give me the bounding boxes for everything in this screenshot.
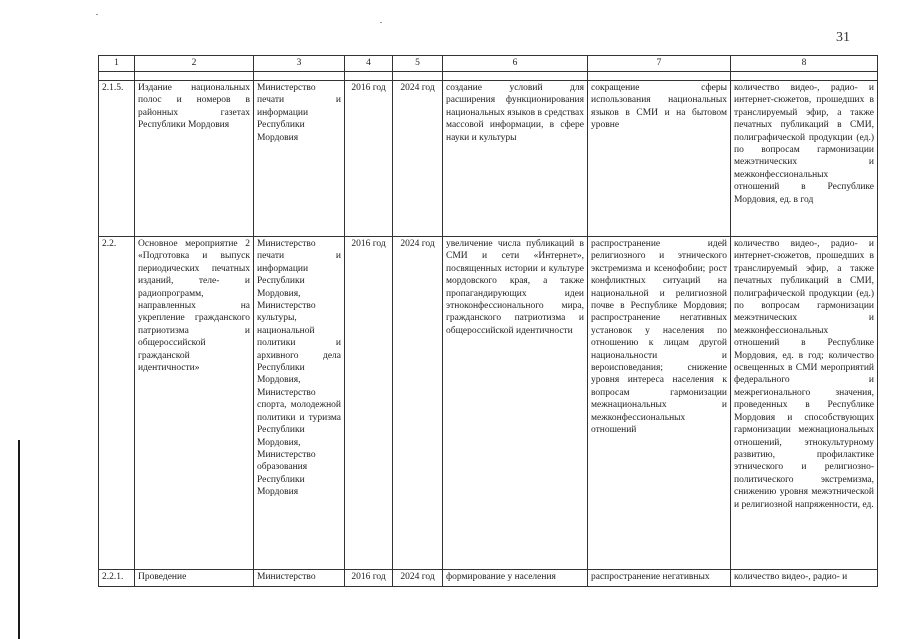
table-row — [99, 570, 878, 587]
column-header: 3 — [254, 56, 345, 72]
measure-name: Основное мероприятие 2 «Подготовка и выпуск периодических печатных изданий, теле- и радиопрограмм, направленных на укрепление гражданского патриотизма и общероссийской гражданской идентичности» — [135, 237, 254, 570]
scan-edge-line — [18, 440, 20, 639]
program-table — [98, 55, 878, 587]
executor: Министерство печати и информации Республики Мордовия, Министерство культуры, национальной политики и архивного дела Республики Мордовия, Министерство спорта, молодежной политики и туризма Республики Мордовия, Министерство образования Республики Мордовия — [254, 237, 345, 570]
start-year: 2016 год — [345, 81, 393, 237]
table-row — [99, 237, 878, 570]
column-header: 5 — [393, 56, 443, 72]
row-number: 2.2.1. — [99, 570, 135, 587]
spacer-cell — [588, 72, 731, 81]
table-header-row — [99, 56, 878, 72]
non-implementation-consequence: сокращение сферы использования национальных языков в СМИ и на бытовом уровне — [588, 81, 731, 237]
column-header: 7 — [588, 56, 731, 72]
scan-speck — [96, 14, 98, 15]
row-number: 2.1.5. — [99, 81, 135, 237]
spacer-cell — [254, 72, 345, 81]
executor: Министерство — [254, 570, 345, 587]
indicator: количество видео-, радио- и — [731, 570, 878, 587]
spacer-cell — [135, 72, 254, 81]
end-year: 2024 год — [393, 237, 443, 570]
column-header: 8 — [731, 56, 878, 72]
column-header: 1 — [99, 56, 135, 72]
spacer-cell — [731, 72, 878, 81]
spacer-cell — [99, 72, 135, 81]
expected-result: создание условий для расширения функционирования национальных языков в средствах массовой информации, в сфере науки и культуры — [443, 81, 588, 237]
column-header: 2 — [135, 56, 254, 72]
column-header: 4 — [345, 56, 393, 72]
non-implementation-consequence: распространение идей религиозного и этнического экстремизма и ксенофобии; рост конфликтных ситуаций на национальной и религиозной почве в Республике Мордовия; распространение негативных установок у населения по отношению к лицам другой национальности и вероисповедания; снижение уровня интереса населения к вопросам гармонизации межнациональных и межконфессиональных отношений — [588, 237, 731, 570]
column-header: 6 — [443, 56, 588, 72]
indicator: количество видео-, радио- и интернет-сюжетов, прошедших в транслируемый эфир, а также печатных публикаций в СМИ, полиграфической продукции (ед.) по вопросам гармонизации межэтнических и межконфессиональных отношений в Республике Мордовия, ед. в год — [731, 81, 878, 237]
indicator: количество видео-, радио- и интернет-сюжетов, прошедших в транслируемый эфир, а также печатных публикаций в СМИ, полиграфической продукции (ед.) по вопросам гармонизации межэтнических и межконфессиональных отношений в Республике Мордовия, ед. в год; количество освещенных в СМИ мероприятий федерального и межрегионального значения, проведенных в Республике Мордовия и способствующих гармонизации межнациональных отношений, этнокультурному развитию, профилактике этнического и религиозно-политического экстремизма, снижению уровня межэтнической и религиозной напряженности, ед. — [731, 237, 878, 570]
non-implementation-consequence: распространение негативных — [588, 570, 731, 587]
executor: Министерство печати и информации Республики Мордовия — [254, 81, 345, 237]
start-year: 2016 год — [345, 570, 393, 587]
expected-result: формирование у населения — [443, 570, 588, 587]
measure-name: Издание национальных полос и номеров в районных газетах Республики Мордовия — [135, 81, 254, 237]
table-row — [99, 81, 878, 237]
expected-result: увеличение числа публикаций в СМИ и сети «Интернет», посвященных истории и культуре мордовского края, а также пропагандирующих идеи этноконфессионального мира, гражданского патриотизма и общероссийской идентичности — [443, 237, 588, 570]
end-year: 2024 год — [393, 81, 443, 237]
spacer-row — [99, 72, 878, 81]
row-number: 2.2. — [99, 237, 135, 570]
start-year: 2016 год — [345, 237, 393, 570]
page-number: 31 — [836, 30, 850, 45]
end-year: 2024 год — [393, 570, 443, 587]
spacer-cell — [443, 72, 588, 81]
spacer-cell — [345, 72, 393, 81]
spacer-cell — [393, 72, 443, 81]
measure-name: Проведение — [135, 570, 254, 587]
scan-speck — [380, 22, 382, 23]
